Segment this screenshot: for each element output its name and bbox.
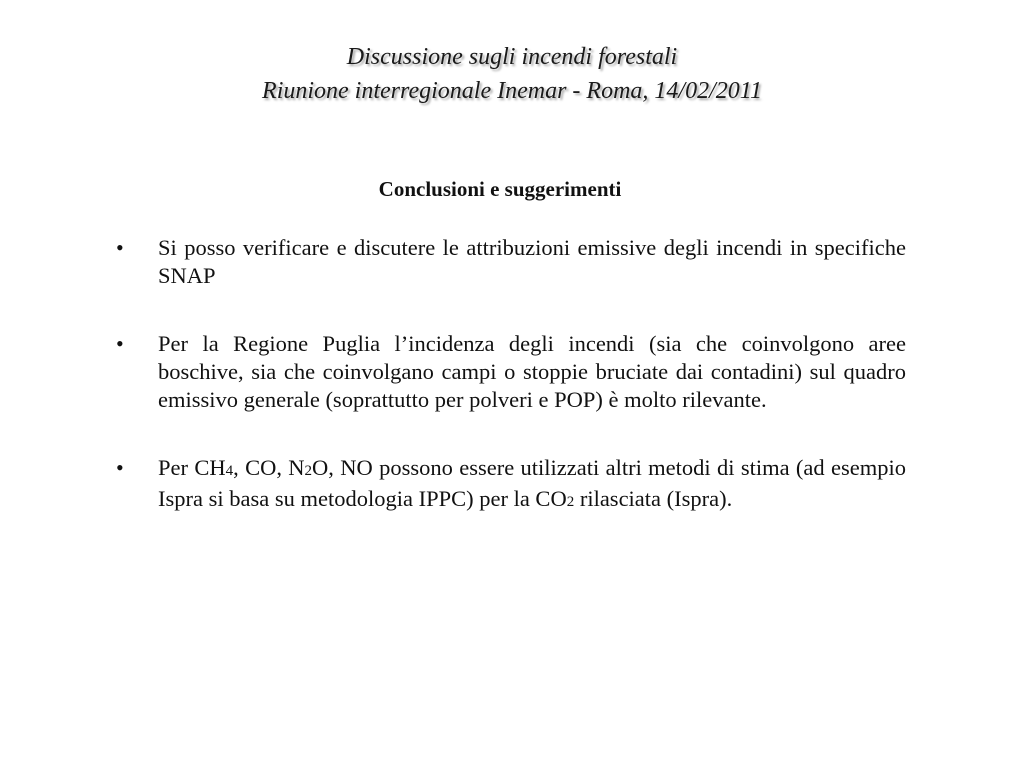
bullet-text <box>158 455 906 511</box>
bullet-text-part: Per CH <box>158 455 226 480</box>
bullet-icon: • <box>116 331 124 356</box>
subscript-2: 2 <box>304 463 313 479</box>
bullet-text: Per la Regione Puglia l’incidenza degli incendi (sia che coinvolgono aree boschive, sia che coinvolgano campi o stoppie bruciate dai contadini) sul quadro emissivo generale (soprattutto per polveri e POP) è molto rilevante. <box>158 331 906 412</box>
bullet-text: Si posso verificare e discutere le attribuzioni emissive degli incendi in specifiche SNAP <box>158 235 906 288</box>
bullet-text-part: , CO, N <box>233 455 305 480</box>
subscript-4: 4 <box>225 463 234 479</box>
bullet-text-part: rilasciata (Ispra). <box>574 486 733 511</box>
slide-header <box>0 40 1024 108</box>
bullet-item <box>116 234 906 290</box>
bullet-icon: • <box>116 455 124 480</box>
header-meeting: Riunione interregionale Inemar - Roma, 14/02/2011 <box>262 78 762 104</box>
subscript-2: 2 <box>566 494 575 510</box>
bullet-icon: • <box>116 235 124 260</box>
header-title: Discussione sugli incendi forestali <box>346 44 678 70</box>
bullet-item <box>116 454 906 516</box>
bullet-list <box>116 234 906 556</box>
bullet-text-part: O, NO possono essere utilizzati altri metodi di stima (ad esempio Ispra si basa su metodologia IPPC) per la CO <box>158 455 906 511</box>
section-title: Conclusioni e suggerimenti <box>378 177 622 201</box>
bullet-item <box>116 330 906 414</box>
